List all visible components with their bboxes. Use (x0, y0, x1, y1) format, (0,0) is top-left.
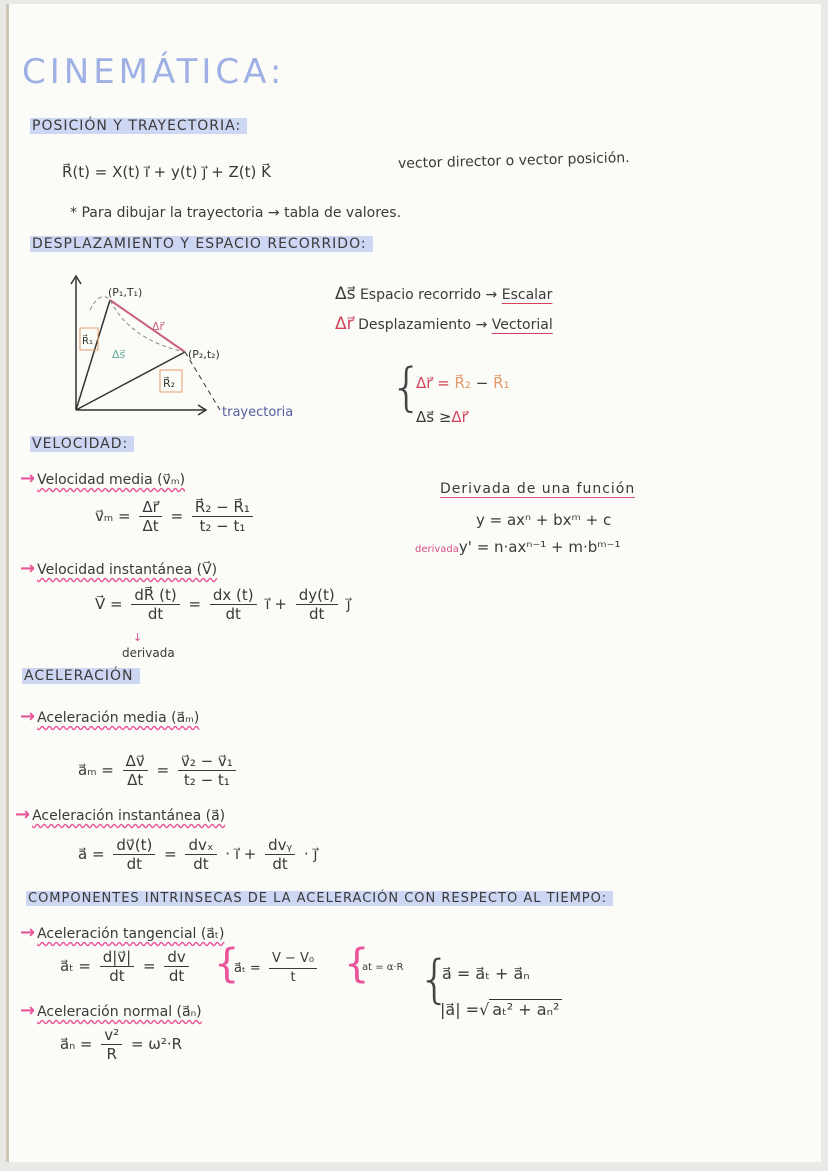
diagram-trajectory: trayectoria (222, 405, 294, 420)
derivada-funcion-eq2: derivaday' = n·axⁿ⁻¹ + m·bᵐ⁻¹ (415, 538, 621, 556)
path-curve (90, 297, 185, 352)
aceleracion-normal-label: → Aceleración normal (a⃗ₙ) (20, 1000, 202, 1021)
section-heading-posicion: POSICIÓN Y TRAYECTORIA: (30, 118, 247, 134)
velocidad-instantanea-formula: V⃗ = $\frac{dR⃗ (t)}{dt}$ = $\frac{dx (t)}{dt}$ i⃗ + $\frac{dy(t)}{dt}$ j⃗ (95, 586, 351, 623)
page-title: CINEMÁTICA: (22, 52, 286, 92)
dr-vector (110, 300, 185, 352)
dr-equation: Δr⃗ = R⃗₂ − R⃗₁ (416, 374, 510, 392)
aceleracion-tangencial-formula: a⃗ₜ = $\frac{d|v⃗|}{dt}$ = $\frac{dv}{dt}$ (60, 948, 193, 985)
derivada-funcion-eq1: y = axⁿ + bxᵐ + c (476, 511, 612, 529)
wavy-brace-right: { (344, 941, 370, 987)
velocidad-media-formula: v⃗ₘ = $\frac{\Delta r⃗}{\Delta t}$ = $\frac{\text{R⃗₂ − R⃗₁}}{\text{t₂ − t₁}}$ (95, 498, 257, 535)
aceleracion-tangencial-label: → Aceleración tangencial (a⃗ₜ) (20, 922, 225, 943)
r1-vector (76, 300, 110, 410)
derivada-note: derivada (122, 646, 175, 660)
position-note: vector director o vector posición. (397, 149, 630, 173)
displacement-diagram (60, 270, 340, 430)
aceleracion-normal-formula: a⃗ₙ = $\frac{\text{v²}}{R}$ = ω²·R (60, 1026, 183, 1063)
diagram-dr: Δr⃗ (152, 320, 165, 333)
diagram-p2: (P₂,t₂) (188, 348, 220, 361)
velocidad-instantanea-label: → Velocidad instantánea (V⃗) (20, 558, 218, 579)
aceleracion-instantanea-formula: a⃗ = $\frac{dv⃗(t)}{dt}$ = $\frac{\text{dvₓ}}{dt}$ · i⃗ + $\frac{\text{dvᵧ}}{dt}$ · j⃗ (78, 836, 318, 873)
tangential-alt-formula: a⃗ₜ = $\frac{\text{V − V₀}}{t}$ (234, 950, 321, 987)
diagram-ds: Δs⃗ (112, 348, 126, 361)
velocidad-media-label: → Velocidad media (v⃗ₘ) (20, 468, 186, 489)
trajectory-tip: * Para dibujar la trayectoria → tabla de valores. (70, 205, 402, 221)
aceleracion-media-label: → Aceleración media (a⃗ₘ) (20, 706, 200, 727)
diagram-r2: R⃗₂ (163, 377, 176, 390)
section-heading-componentes: COMPONENTES INTRINSECAS DE LA ACELERACIÓN CON RESPECTO AL TIEMPO: (26, 890, 613, 906)
derivada-funcion-heading: Derivada de una función (440, 481, 636, 497)
total-acceleration-vector: a⃗ = a⃗ₜ + a⃗ₙ (442, 964, 530, 983)
dr-definition: Δr⃗ Desplazamiento → Vectorial (335, 314, 553, 334)
wavy-brace-left: { (214, 941, 240, 987)
section-heading-velocidad: VELOCIDAD: (30, 436, 134, 452)
diagram-r1: R⃗₁ (82, 336, 93, 347)
total-acceleration-magnitude: |a⃗| =√ aₜ² + aₙ² (440, 1000, 562, 1019)
derivada-arrow: ↓ (133, 631, 143, 644)
ds-definition: Δs⃗ Espacio recorrido → Escalar (335, 284, 553, 304)
section-heading-desplazamiento: DESPLAZAMIENTO Y ESPACIO RECORRIDO: (30, 236, 373, 252)
aceleracion-instantanea-label: → Aceleración instantánea (a⃗) (15, 804, 226, 825)
brace: { (390, 358, 424, 418)
tangential-alpha: at = α·R (362, 962, 404, 973)
section-heading-aceleracion: ACELERACIÓN (22, 668, 140, 684)
aceleracion-media-formula: a⃗ₘ = $\frac{\Delta v⃗}{\Delta t}$ = $\frac{\text{v⃗₂ − v⃗₁}}{\text{t₂ − t₁}}$ (78, 752, 240, 789)
position-vector-formula: R⃗(t) = X(t) i⃗ + y(t) j⃗ + Z(t) K⃗ (62, 163, 271, 181)
ds-inequality: Δs⃗ ≥Δr⃗ (416, 408, 468, 426)
diagram-p1: (P₁,T₁) (108, 286, 143, 299)
brace: { (418, 950, 452, 1010)
